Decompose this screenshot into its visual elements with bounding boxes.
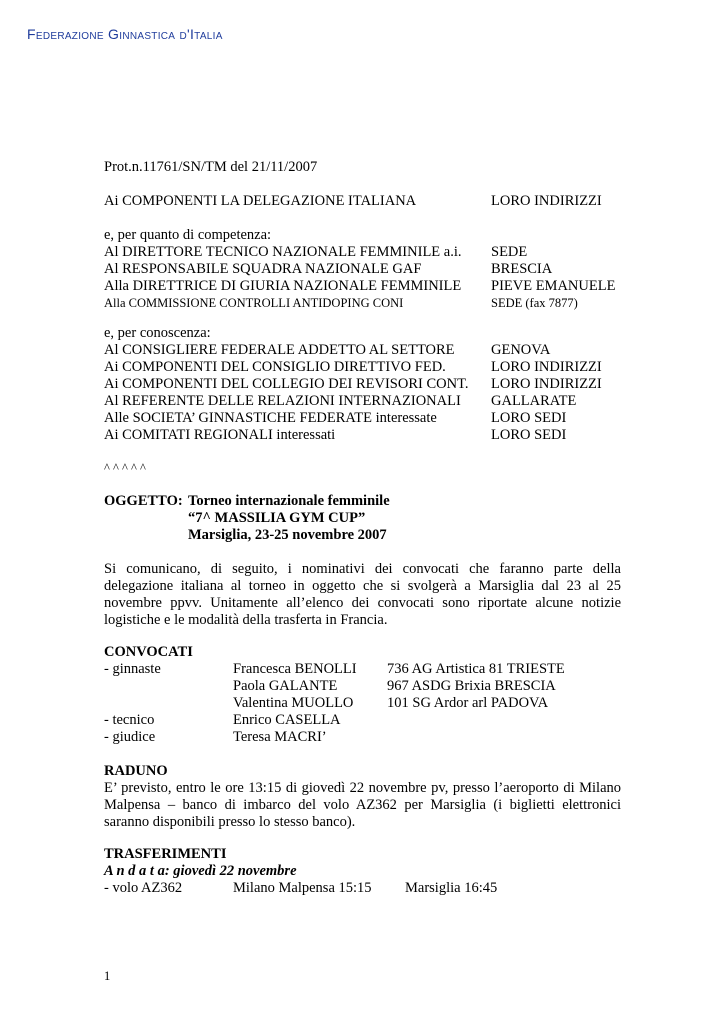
andata-label: A n d a t a: giovedì 22 novembre	[104, 863, 297, 879]
addressee-name: Ai COMPONENTI LA DELEGAZIONE ITALIANA	[104, 193, 417, 209]
addressee-location: LORO INDIRIZZI	[491, 193, 602, 209]
addressee-name: Ai COMITATI REGIONALI interessati	[104, 427, 336, 443]
knowledge-row	[104, 393, 624, 410]
addressee-location: LORO INDIRIZZI	[491, 376, 602, 392]
addressee-name: Al DIRETTORE TECNICO NAZIONALE FEMMINILE a.i.	[104, 244, 462, 260]
page-number: 1	[104, 969, 111, 983]
addressee-row	[104, 193, 624, 210]
protocol-line: Prot.n.11761/SN/TM del 21/11/2007	[104, 159, 318, 175]
knowledge-intro: e, per conoscenza:	[104, 325, 211, 341]
separator: ^ ^ ^ ^ ^	[104, 461, 146, 475]
addressee-location: LORO INDIRIZZI	[491, 359, 602, 375]
convocato-role: - ginnaste	[104, 661, 161, 677]
competence-row	[104, 261, 624, 278]
convocato-role: - giudice	[104, 729, 156, 745]
convocato-club: 967 ASDG Brixia BRESCIA	[387, 678, 556, 694]
knowledge-row	[104, 410, 624, 427]
knowledge-row	[104, 359, 624, 376]
addressee-location: LORO SEDI	[491, 427, 567, 443]
competence-row	[104, 295, 624, 312]
convocato-role: - tecnico	[104, 712, 155, 728]
knowledge-row	[104, 427, 624, 444]
convocato-club: 736 AG Artistica 81 TRIESTE	[387, 661, 565, 677]
convocati-row	[104, 695, 624, 712]
convocati-row	[104, 661, 624, 678]
addressee-name: Ai COMPONENTI DEL COLLEGIO DEI REVISORI CONT.	[104, 376, 469, 392]
addressee-location: GALLARATE	[491, 393, 577, 409]
competence-row	[104, 244, 624, 261]
letterhead: Federazione Ginnastica d'Italia	[27, 26, 223, 42]
raduno-title: RADUNO	[104, 763, 168, 779]
subject-label: OGGETTO:	[104, 493, 183, 509]
addressee-name: Alle SOCIETA’ GINNASTICHE FEDERATE interessate	[104, 410, 437, 426]
addressee-name: Al CONSIGLIERE FEDERALE ADDETTO AL SETTORE	[104, 342, 455, 358]
addressee-name: Ai COMPONENTI DEL CONSIGLIO DIRETTIVO FED.	[104, 359, 446, 375]
addressee-location: LORO SEDI	[491, 410, 567, 426]
convocato-name: Valentina MUOLLO	[233, 695, 354, 711]
addressee-name: Al REFERENTE DELLE RELAZIONI INTERNAZIONALI	[104, 393, 461, 409]
addressee-location: BRESCIA	[491, 261, 553, 277]
addressee-name: Alla COMMISSIONE CONTROLLI ANTIDOPING CONI	[104, 296, 404, 310]
competence-intro: e, per quanto di competenza:	[104, 227, 272, 243]
addressee-location: GENOVA	[491, 342, 551, 358]
flight-code: - volo AZ362	[104, 880, 183, 896]
addressee-location: PIEVE EMANUELE	[491, 278, 616, 294]
subject-line: “7^ MASSILIA GYM CUP”	[188, 510, 366, 526]
convocati-row	[104, 678, 624, 695]
competence-row	[104, 278, 624, 295]
knowledge-row	[104, 376, 624, 393]
addressee-name: Alla DIRETTRICE DI GIURIA NAZIONALE FEMMINILE	[104, 278, 462, 294]
convocati-title: CONVOCATI	[104, 644, 193, 660]
convocato-name: Enrico CASELLA	[233, 712, 341, 728]
raduno-paragraph: E’ previsto, entro le ore 13:15 di giovedì 22 novembre pv, presso l’aeroporto di Milano Malpensa – banco di imbarco del volo AZ362 per Marsiglia (i biglietti elettronici saranno disponibili presso lo stesso banco).	[104, 780, 621, 830]
flight-arrival: Marsiglia 16:45	[405, 880, 498, 896]
addressee-location: SEDE (fax 7877)	[491, 296, 578, 310]
subject-line: Torneo internazionale femminile	[188, 493, 390, 509]
trasferimenti-title: TRASFERIMENTI	[104, 846, 227, 862]
intro-paragraph: Si comunicano, di seguito, i nominativi dei convocati che faranno parte della delegazione italiana al torneo in oggetto che si svolgerà a Marsiglia dal 23 al 25 novembre ppvv. Unitamente all’elenco dei convocati sono riportate alcune notizie logistiche e le modalità della trasferta in Francia.	[104, 561, 621, 628]
convocato-name: Teresa MACRI’	[233, 729, 327, 745]
convocato-name: Paola GALANTE	[233, 678, 338, 694]
convocati-row	[104, 712, 624, 729]
flight-departure: Milano Malpensa 15:15	[233, 880, 372, 896]
convocati-row	[104, 729, 624, 746]
convocato-name: Francesca BENOLLI	[233, 661, 357, 677]
knowledge-row	[104, 342, 624, 359]
addressee-name: Al RESPONSABILE SQUADRA NAZIONALE GAF	[104, 261, 422, 277]
subject-line: Marsiglia, 23-25 novembre 2007	[188, 527, 387, 543]
flight-row	[104, 880, 624, 897]
addressee-location: SEDE	[491, 244, 528, 260]
convocato-club: 101 SG Ardor arl PADOVA	[387, 695, 549, 711]
